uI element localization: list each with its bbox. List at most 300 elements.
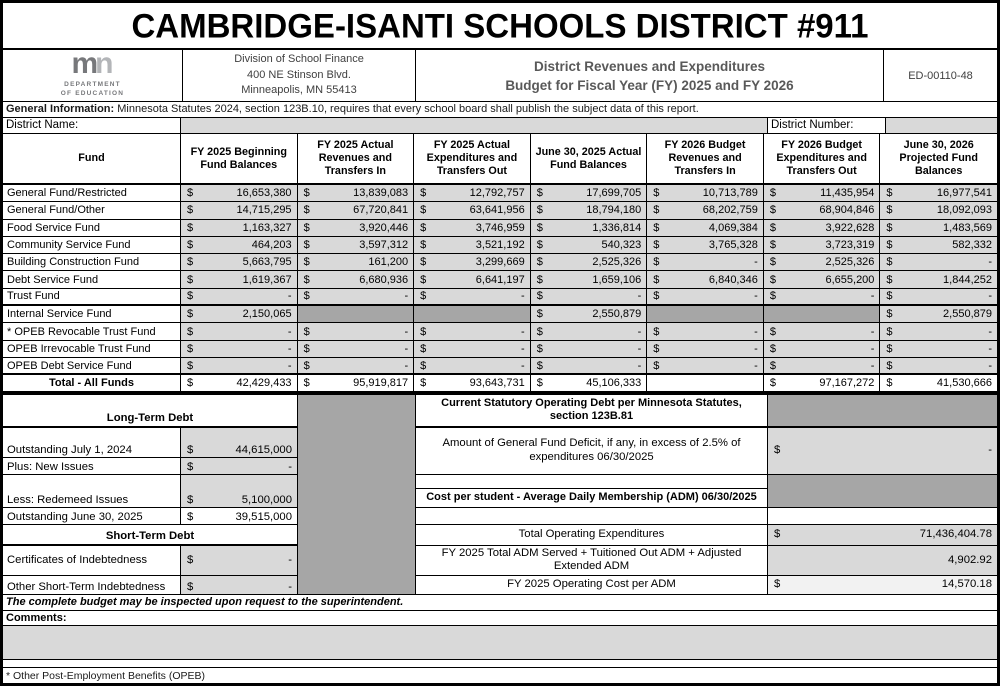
column-header: June 30, 2025 Actual Fund Balances	[531, 134, 648, 185]
amount: -	[988, 444, 992, 457]
fund-value-cell	[880, 375, 997, 392]
other-short-term-label: Other Short-Term Indebtedness	[3, 576, 181, 594]
currency-symbol: $	[420, 342, 427, 355]
fund-value-cell	[764, 341, 881, 358]
district-name-field[interactable]	[181, 118, 768, 133]
amount: 6,655,200	[825, 273, 875, 286]
fund-value-cell	[531, 323, 648, 340]
fund-table	[3, 134, 997, 395]
currency-symbol: $	[769, 325, 776, 338]
new-issues-value	[181, 458, 298, 475]
currency-symbol: $	[420, 221, 427, 234]
fund-value-cell	[531, 185, 648, 202]
currency-symbol: $	[187, 580, 194, 593]
currency-symbol: $	[774, 578, 781, 591]
amount: 97,167,272	[819, 376, 875, 389]
amount: 3,597,312	[359, 239, 409, 252]
currency-symbol: $	[187, 256, 194, 269]
district-row	[3, 118, 997, 134]
fund-value-cell	[647, 254, 764, 271]
address-cell	[183, 50, 416, 101]
column-header: FY 2025 Beginning Fund Balances	[181, 134, 298, 185]
amount: 4,069,384	[708, 221, 758, 234]
amount: -	[521, 359, 525, 372]
debt-and-statutory-section	[3, 395, 997, 595]
fund-value-cell	[181, 341, 298, 358]
doc-title-cell	[416, 50, 884, 101]
amount: 95,919,817	[353, 376, 409, 389]
column-header: FY 2026 Budget Revenues and Transfers In	[647, 134, 764, 185]
fund-value-cell	[181, 185, 298, 202]
outstanding-start-label: Outstanding July 1, 2024	[3, 428, 181, 458]
amount: 464,203	[251, 239, 292, 252]
currency-symbol: $	[653, 325, 660, 338]
currency-symbol: $	[187, 553, 194, 566]
currency-symbol: $	[303, 204, 310, 217]
fund-row-label: General Fund/Other	[3, 202, 181, 219]
currency-symbol: $	[187, 221, 194, 234]
dept-text-line2: OF EDUCATION	[60, 90, 125, 97]
mn-department-of-education-logo	[71, 46, 114, 80]
currency-symbol: $	[420, 273, 427, 286]
currency-symbol: $	[187, 359, 194, 372]
currency-symbol: $	[886, 239, 893, 252]
adm-label: FY 2025 Total ADM Served + Tuitioned Out ADM + Adjusted Extended ADM	[416, 546, 768, 576]
amount: -	[988, 359, 992, 372]
amount: -	[404, 342, 409, 355]
amount: -	[404, 325, 409, 338]
currency-symbol: $	[420, 325, 427, 338]
fund-value-cell	[181, 220, 298, 237]
fund-value-cell	[531, 237, 648, 254]
fund-value-cell	[298, 220, 415, 237]
fund-value-cell	[880, 220, 997, 237]
fund-value-cell	[880, 306, 997, 323]
amount: 3,746,959	[475, 221, 525, 234]
amount: -	[870, 325, 875, 338]
currency-symbol: $	[536, 239, 543, 252]
currency-symbol: $	[420, 187, 427, 200]
amount: 161,200	[368, 256, 409, 269]
fund-value-cell	[647, 289, 764, 306]
currency-symbol: $	[653, 256, 660, 269]
currency-symbol: $	[303, 359, 310, 372]
currency-symbol: $	[420, 359, 427, 372]
amount: 540,323	[601, 239, 642, 252]
column-header: FY 2025 Actual Expenditures and Transfers Out	[414, 134, 531, 185]
spacer	[3, 660, 997, 667]
blocked-cell	[298, 306, 415, 323]
currency-symbol: $	[187, 376, 194, 389]
fund-value-cell	[764, 271, 881, 288]
currency-symbol: $	[536, 342, 543, 355]
fund-value-cell	[647, 185, 764, 202]
fund-value-cell	[414, 220, 531, 237]
currency-symbol: $	[420, 204, 427, 217]
currency-symbol: $	[303, 256, 310, 269]
currency-symbol: $	[653, 187, 660, 200]
amount: -	[521, 342, 525, 355]
fund-value-cell	[531, 271, 648, 288]
amount: -	[287, 359, 292, 372]
district-number-field[interactable]	[886, 118, 997, 133]
fund-value-cell	[414, 202, 531, 219]
cost-per-adm-value	[768, 576, 997, 594]
amount: 3,299,669	[475, 256, 525, 269]
amount: 1,619,367	[242, 273, 292, 286]
amount: 11,435,954	[820, 187, 875, 200]
currency-symbol: $	[769, 342, 776, 355]
fund-value-cell	[880, 358, 997, 375]
amount: 14,570.18	[941, 578, 992, 591]
amount: 1,483,569	[943, 221, 992, 234]
deficit-value	[768, 428, 997, 475]
fund-value-cell	[181, 289, 298, 306]
comments-label: Comments:	[3, 611, 997, 626]
doc-title-line1: District Revenues and Expenditures	[533, 58, 766, 74]
currency-symbol: $	[769, 256, 776, 269]
amount: 17,699,705	[586, 187, 642, 200]
currency-symbol: $	[536, 376, 543, 389]
amount: -	[870, 359, 875, 372]
currency-symbol: $	[774, 528, 781, 541]
currency-symbol: $	[187, 273, 194, 286]
budget-inspection-note: The complete budget may be inspected upon request to the superintendent.	[3, 595, 997, 611]
fund-value-cell	[298, 185, 415, 202]
amount: 42,429,433	[236, 376, 292, 389]
fund-value-cell	[764, 185, 881, 202]
currency-symbol: $	[536, 325, 543, 338]
fund-value-cell	[880, 202, 997, 219]
address-line: Minneapolis, MN 55413	[241, 84, 357, 97]
amount: 13,839,083	[353, 187, 409, 200]
currency-symbol: $	[187, 510, 194, 523]
fund-value-cell	[647, 202, 764, 219]
fund-value-cell	[181, 254, 298, 271]
amount: -	[754, 290, 758, 303]
currency-symbol: $	[886, 256, 893, 269]
empty-cell	[416, 475, 768, 489]
doc-title-line2: Budget for Fiscal Year (FY) 2025 and FY 2026	[505, 77, 794, 93]
fund-value-cell	[298, 323, 415, 340]
amount: 2,550,879	[943, 308, 992, 321]
fund-value-cell	[414, 323, 531, 340]
other-short-term-value	[181, 576, 298, 594]
amount: 93,643,731	[469, 376, 525, 389]
outstanding-end-value	[181, 508, 298, 525]
amount: 6,641,197	[475, 273, 525, 286]
currency-symbol: $	[886, 204, 893, 217]
amount: 3,920,446	[359, 221, 409, 234]
currency-symbol: $	[653, 342, 660, 355]
fund-value-cell	[298, 358, 415, 375]
outstanding-end-label: Outstanding June 30, 2025	[3, 508, 181, 525]
currency-symbol: $	[536, 187, 543, 200]
total-operating-label: Total Operating Expenditures	[416, 525, 768, 546]
currency-symbol: $	[303, 239, 310, 252]
amount: -	[870, 290, 875, 303]
currency-symbol: $	[187, 460, 194, 473]
currency-symbol: $	[653, 221, 660, 234]
page-title: CAMBRIDGE-ISANTI SCHOOLS DISTRICT #911	[131, 5, 869, 45]
amount: 582,332	[952, 239, 992, 252]
amount: -	[637, 359, 642, 372]
form-code: ED-00110-48	[908, 69, 973, 82]
fund-value-cell	[298, 271, 415, 288]
fund-value-cell	[647, 323, 764, 340]
currency-symbol: $	[187, 342, 194, 355]
currency-symbol: $	[303, 290, 310, 303]
amount: 2,550,879	[592, 308, 642, 321]
long-term-debt-header: Long-Term Debt	[3, 395, 298, 428]
fund-value-cell	[531, 358, 648, 375]
currency-symbol: $	[536, 308, 543, 321]
amount: 16,653,380	[236, 187, 292, 200]
currency-symbol: $	[420, 239, 427, 252]
opeb-footnote: * Other Post-Employment Benefits (OPEB)	[3, 667, 997, 685]
redeemed-issues-label: Less: Redemeed Issues	[3, 475, 181, 508]
cost-per-adm-label: FY 2025 Operating Cost per ADM	[416, 576, 768, 594]
general-info-label: General Information:	[6, 103, 115, 115]
fund-value-cell	[880, 341, 997, 358]
currency-symbol: $	[303, 342, 310, 355]
fund-value-cell	[880, 237, 997, 254]
amount: 5,100,000	[241, 493, 292, 506]
title-bar	[3, 3, 997, 50]
currency-symbol: $	[536, 359, 543, 372]
fund-row-label: OPEB Irrevocable Trust Fund	[3, 341, 181, 358]
amount: -	[754, 342, 758, 355]
amount: 1,336,814	[592, 221, 642, 234]
district-name-label: District Name:	[3, 118, 181, 133]
fund-value-cell	[414, 375, 531, 392]
fund-value-cell	[647, 375, 764, 392]
fund-value-cell	[764, 237, 881, 254]
amount: 3,521,192	[475, 239, 525, 252]
amount: -	[288, 553, 292, 566]
currency-symbol: $	[303, 187, 310, 200]
amount: -	[287, 342, 292, 355]
fund-value-cell	[764, 220, 881, 237]
currency-symbol: $	[536, 256, 543, 269]
amount: 44,615,000	[235, 443, 292, 456]
fund-value-cell	[531, 289, 648, 306]
fund-value-cell	[298, 375, 415, 392]
currency-symbol: $	[886, 325, 893, 338]
fund-value-cell	[414, 271, 531, 288]
amount: -	[287, 325, 292, 338]
currency-symbol: $	[886, 376, 893, 389]
currency-symbol: $	[187, 290, 194, 303]
fund-value-cell	[880, 185, 997, 202]
amount: 67,720,841	[353, 204, 409, 217]
comments-box[interactable]	[3, 626, 997, 660]
currency-symbol: $	[886, 342, 893, 355]
fund-value-cell	[298, 254, 415, 271]
amount: 63,641,956	[469, 204, 525, 217]
deficit-label: Amount of General Fund Deficit, if any, in excess of 2.5% of expenditures 06/30/2025	[416, 428, 768, 475]
currency-symbol: $	[420, 376, 427, 389]
blocked-cell	[647, 306, 764, 323]
mn-logo-n: n	[95, 46, 114, 80]
currency-symbol: $	[303, 221, 310, 234]
fund-value-cell	[414, 254, 531, 271]
currency-symbol: $	[536, 221, 543, 234]
fund-value-cell	[181, 358, 298, 375]
column-header: FY 2026 Budget Expenditures and Transfers Out	[764, 134, 881, 185]
fund-value-cell	[531, 341, 648, 358]
general-info-row	[3, 102, 997, 118]
amount: -	[988, 256, 992, 269]
currency-symbol: $	[774, 444, 781, 457]
currency-symbol: $	[653, 290, 660, 303]
currency-symbol: $	[769, 187, 776, 200]
amount: -	[637, 325, 642, 338]
amount: 10,713,789	[702, 187, 758, 200]
empty-cell	[416, 508, 768, 525]
redeemed-issues-value	[181, 475, 298, 508]
fund-value-cell	[181, 202, 298, 219]
fund-value-cell	[298, 237, 415, 254]
total-operating-value	[768, 525, 997, 546]
fund-value-cell	[647, 220, 764, 237]
currency-symbol: $	[769, 204, 776, 217]
fund-value-cell	[880, 271, 997, 288]
adm-value	[768, 546, 997, 576]
blocked-cell	[764, 306, 881, 323]
amount: -	[521, 290, 525, 303]
currency-symbol: $	[187, 325, 194, 338]
fund-value-cell	[647, 341, 764, 358]
currency-symbol: $	[886, 308, 893, 321]
amount: 12,792,757	[469, 187, 525, 200]
fund-value-cell	[181, 271, 298, 288]
amount: 2,525,326	[825, 256, 875, 269]
currency-symbol: $	[769, 221, 776, 234]
amount: -	[404, 359, 409, 372]
cost-per-student-label: Cost per student - Average Daily Membership (ADM) 06/30/2025	[416, 489, 768, 508]
amount: 5,663,795	[242, 256, 292, 269]
fund-value-cell	[414, 341, 531, 358]
fund-row-label: Debt Service Fund	[3, 271, 181, 288]
fund-value-cell	[764, 254, 881, 271]
address-line: Division of School Finance	[234, 53, 364, 66]
currency-symbol: $	[187, 239, 194, 252]
fund-row-label: * OPEB Revocable Trust Fund	[3, 323, 181, 340]
amount: -	[988, 342, 992, 355]
amount: 71,436,404.78	[919, 528, 992, 541]
amount: -	[288, 580, 292, 593]
currency-symbol: $	[187, 308, 194, 321]
currency-symbol: $	[187, 493, 194, 506]
statutory-debt-title: Current Statutory Operating Debt per Minnesota Statutes, section 123B.81	[416, 395, 768, 428]
cost-per-student-value-blocked	[768, 475, 997, 508]
amount: 14,715,295	[236, 204, 292, 217]
fund-value-cell	[647, 358, 764, 375]
fund-value-cell	[764, 323, 881, 340]
amount: -	[754, 256, 758, 269]
amount: -	[988, 290, 992, 303]
currency-symbol: $	[303, 273, 310, 286]
column-header: FY 2025 Actual Revenues and Transfers In	[298, 134, 415, 185]
fund-value-cell	[764, 375, 881, 392]
currency-symbol: $	[653, 359, 660, 372]
amount: -	[287, 290, 292, 303]
amount: 16,977,541	[936, 187, 992, 200]
amount: -	[754, 325, 758, 338]
currency-symbol: $	[769, 290, 776, 303]
new-issues-label: Plus: New Issues	[3, 458, 181, 475]
fund-value-cell	[298, 341, 415, 358]
amount: 68,904,846	[819, 204, 875, 217]
amount: 6,680,936	[359, 273, 409, 286]
certificates-value	[181, 546, 298, 576]
fund-row-label: OPEB Debt Service Fund	[3, 358, 181, 375]
fund-value-cell	[181, 237, 298, 254]
currency-symbol: $	[886, 273, 893, 286]
currency-symbol: $	[420, 290, 427, 303]
currency-symbol: $	[769, 273, 776, 286]
currency-symbol: $	[187, 443, 194, 456]
amount: 18,092,093	[936, 204, 992, 217]
mn-logo-m: m	[71, 46, 96, 80]
address-line: 400 NE Stinson Blvd.	[247, 68, 351, 81]
short-term-debt-header: Short-Term Debt	[3, 525, 298, 546]
column-header: June 30, 2026 Projected Fund Balances	[880, 134, 997, 185]
currency-symbol: $	[769, 239, 776, 252]
amount: -	[637, 342, 642, 355]
currency-symbol: $	[187, 187, 194, 200]
currency-symbol: $	[886, 290, 893, 303]
amount: 3,765,328	[708, 239, 758, 252]
amount: -	[521, 325, 525, 338]
fund-value-cell	[531, 375, 648, 392]
amount: 1,163,327	[242, 221, 292, 234]
amount: 1,844,252	[943, 273, 992, 286]
amount: 6,840,346	[708, 273, 758, 286]
fund-value-cell	[181, 375, 298, 392]
district-number-label: District Number:	[768, 118, 886, 133]
currency-symbol: $	[769, 376, 776, 389]
fund-value-cell	[414, 358, 531, 375]
fund-value-cell	[880, 323, 997, 340]
amount: -	[288, 460, 292, 473]
fund-row-label: Building Construction Fund	[3, 254, 181, 271]
fund-value-cell	[298, 202, 415, 219]
amount: 68,202,759	[702, 204, 758, 217]
currency-symbol: $	[653, 239, 660, 252]
fund-row-label: Community Service Fund	[3, 237, 181, 254]
fund-value-cell	[880, 254, 997, 271]
currency-symbol: $	[536, 204, 543, 217]
currency-symbol: $	[536, 290, 543, 303]
amount: 3,723,319	[825, 239, 875, 252]
fund-row-label: Total - All Funds	[3, 375, 181, 392]
currency-symbol: $	[536, 273, 543, 286]
amount: 41,530,666	[936, 376, 992, 389]
amount: 3,922,628	[825, 221, 875, 234]
statutory-debt-value-blocked	[768, 395, 997, 428]
fund-row-label: General Fund/Restricted	[3, 185, 181, 202]
form-code-cell	[884, 50, 997, 101]
general-info-text: Minnesota Statutes 2024, section 123B.10, requires that every school board shall publish the subject data of this report.	[114, 103, 699, 115]
fund-value-cell	[181, 306, 298, 323]
blocked-cell	[414, 306, 531, 323]
currency-symbol: $	[886, 359, 893, 372]
fund-value-cell	[764, 289, 881, 306]
empty-cell	[768, 508, 997, 525]
fund-value-cell	[764, 202, 881, 219]
